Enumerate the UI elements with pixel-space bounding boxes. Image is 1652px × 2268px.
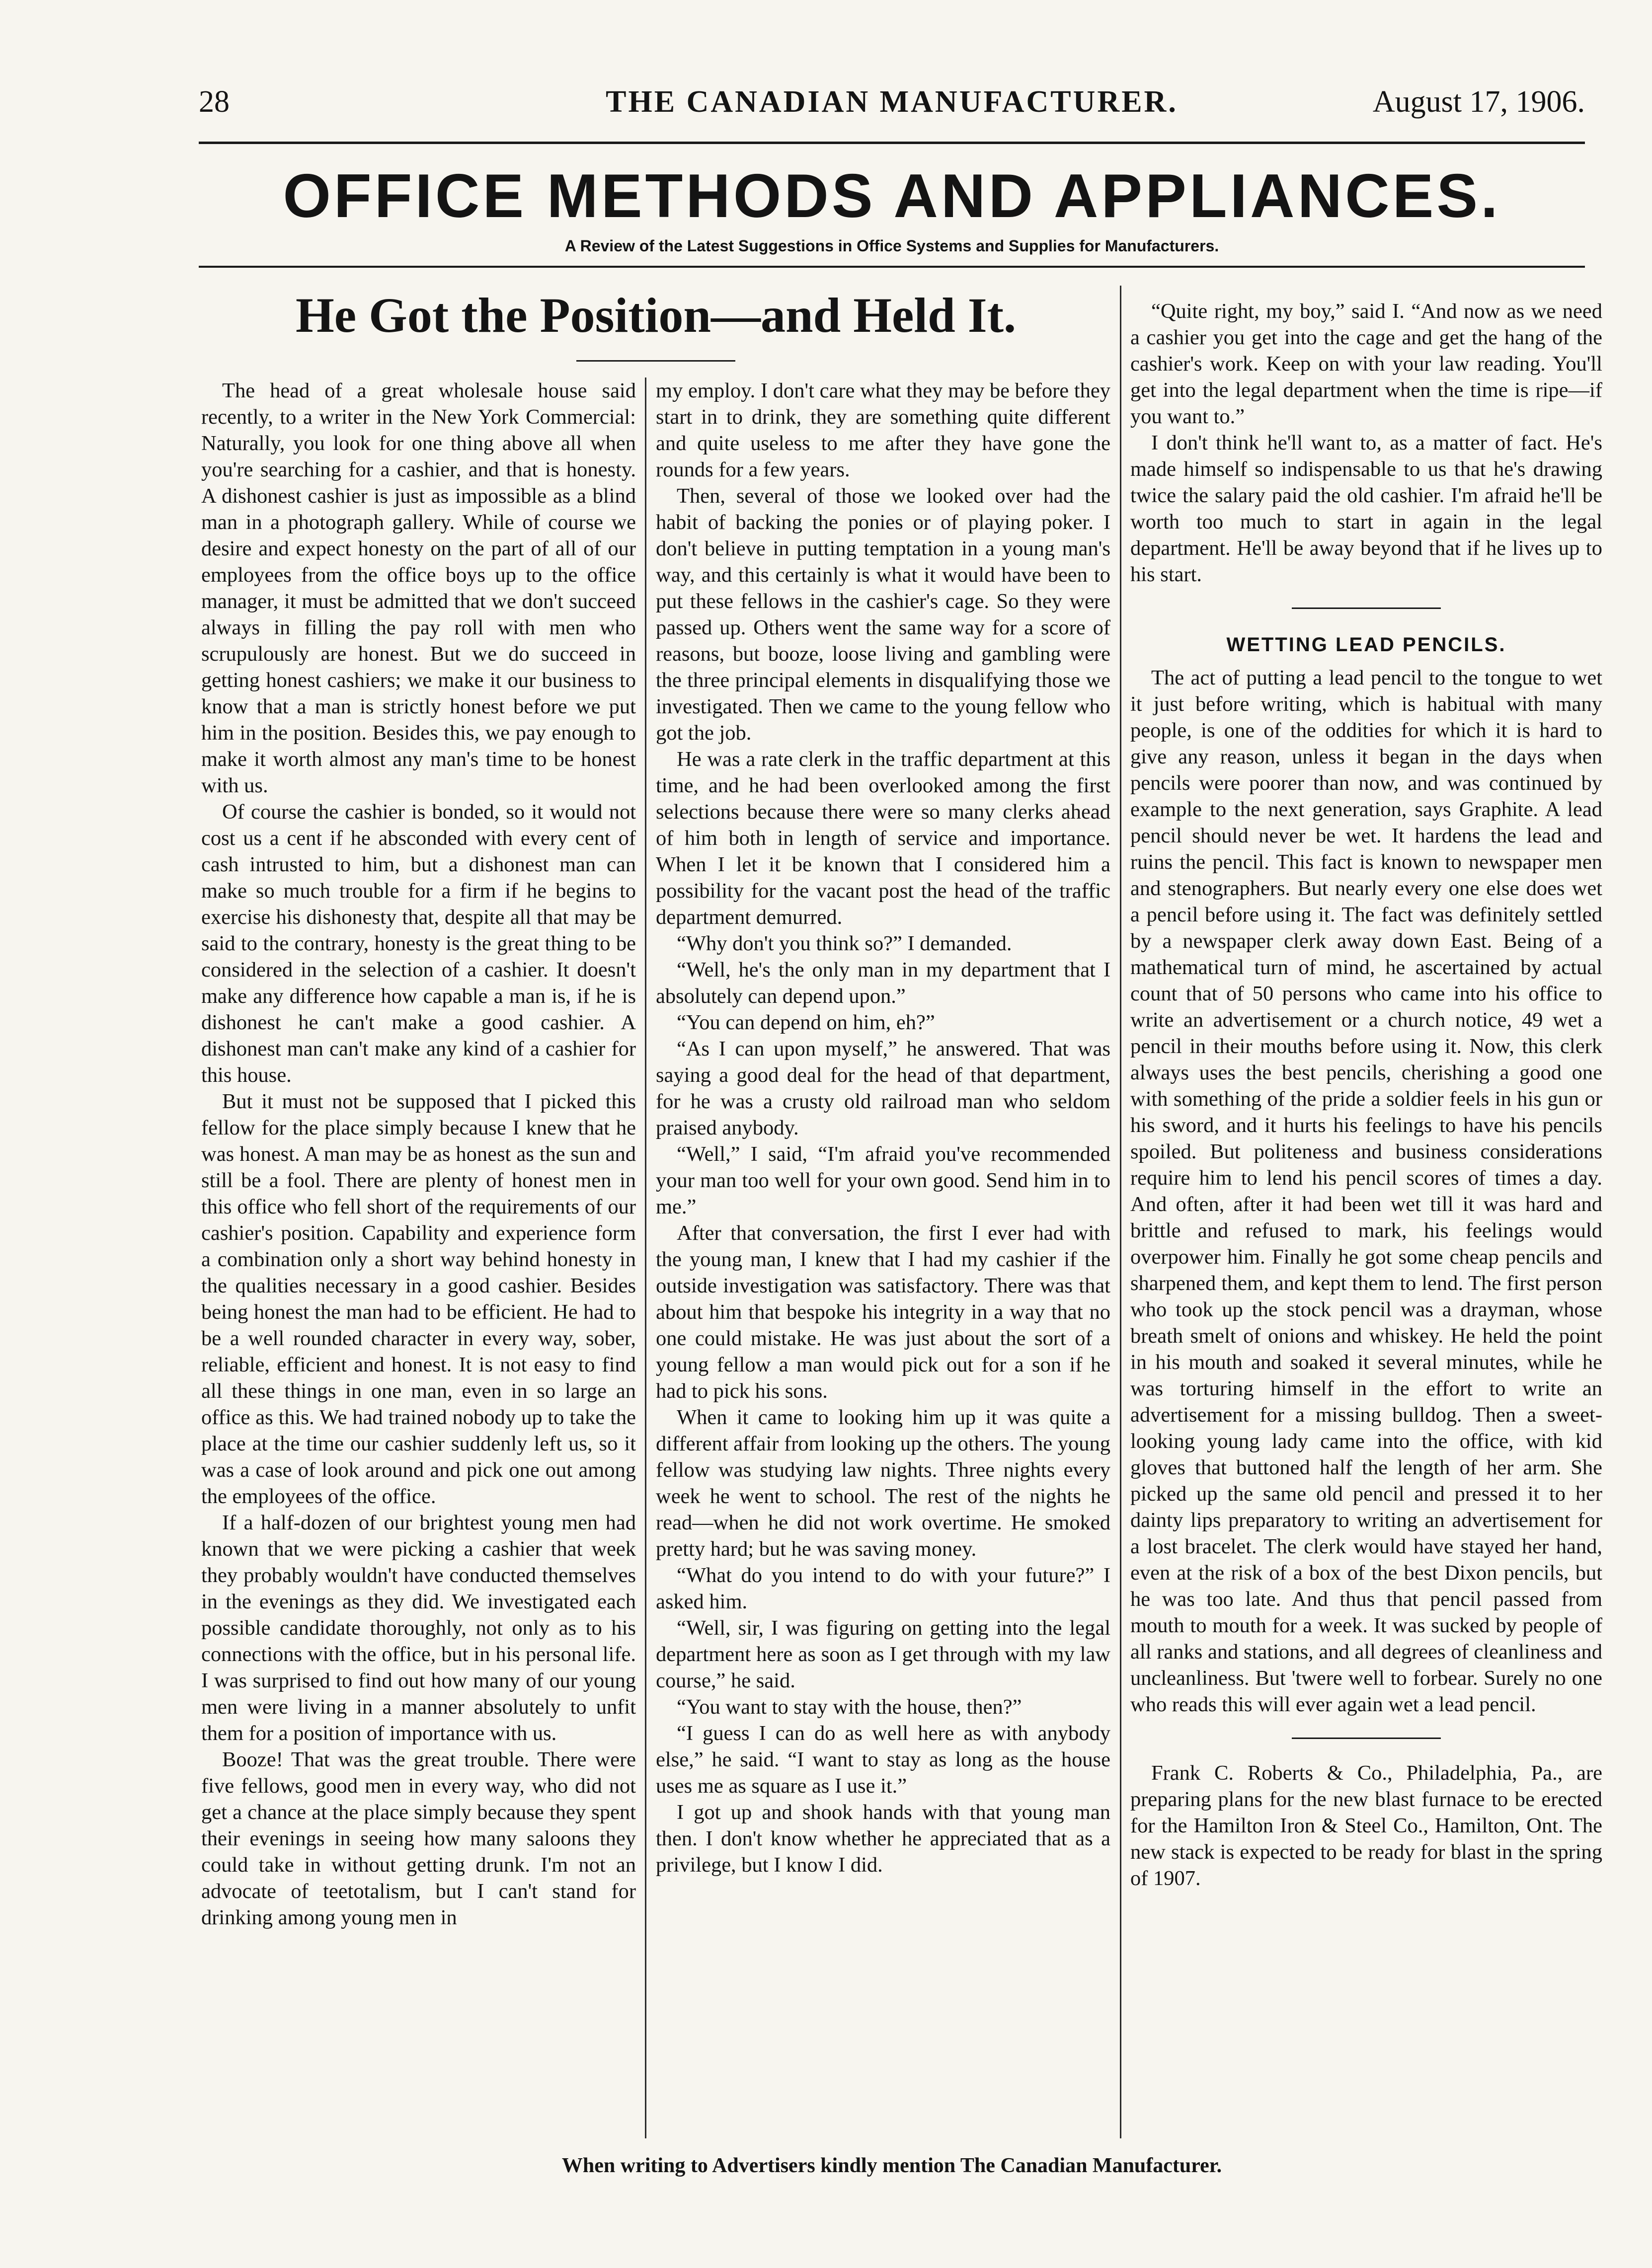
article-paragraph: Of course the cashier is bonded, so it would not cost us a cent if he absconded with every cent of cash intrusted to him, but a dishonest man can make so much trouble for a firm if he begins to exercise his dishonesty that, despite all that may be said to the contrary, honesty is the great thing to be considered in the selection of a cashier. It doesn't make any difference how capable a man is, if he is dishonest he can't make a good cashier. A dishonest man can't make any kind of a cashier for this house. [201, 800, 636, 1087]
publication-name: THE CANADIAN MANUFACTURER. [606, 85, 1178, 119]
page-number: 28 [199, 85, 230, 119]
column-divider [645, 378, 646, 2138]
article2-paragraph: The act of putting a lead pencil to the tongue to wet it just before writing, which is habitual with many people, is one of the oddities for which it is hard to give any reason, unless it began in the days when pencils were poorer than now, and was continued by example to the next generation, says Graphite. A lead pencil should never be wet. It hardens the lead and ruins the pencil. This fact is known to newspaper men and stenographers. But nearly every one else does wet a pencil before using it. The fact was definitely settled by a newspaper clerk away down East. Being of a mathematical turn of mind, he ascertained by actual count that of 50 persons who came into his office to write an advertisement or a church notice, 49 wet a pencil in their mouths before using it. Now, this clerk always uses the best pencils, cherishing a good one with something of the pride a soldier feels in his gun or his sword, and it hurts his feelings to have his pencils spoiled. But politeness and business considerations require him to lend his pencil scores of times a day. And often, after it had been wet till it was hard and brittle and refused to mark, his feelings would overpower him. Finally he got some cheap pencils and sharpened them, and kept them to lend. The first person who took up the stock pencil was a drayman, whose breath smelt of onions and whiskey. He held the point in his mouth and soaked it several minutes, while he was torturing himself in the effort to write an advertisement for a missing bulldog. Then a sweet-looking young lady came into the office, with kid gloves that buttoned half the length of her arm. She picked up the same old pencil and pressed it to her dainty lips preparatory to writing an advertisement for a lost bracelet. The clerk would have stayed her hand, even at the risk of a box of the best Dixon pencils, but he was too late. And thus that pencil passed from mouth to mouth for a week. It was sucked by people of all ranks and stations, and all degrees of cleanliness and uncleanliness. But 'twere well to forbear. Surely no one who reads this will ever again wet a lead pencil. [1130, 666, 1602, 1716]
section-rule [199, 266, 1585, 268]
article-column-3 [1130, 298, 1602, 1891]
header-rule [199, 142, 1585, 144]
article-paragraph: “Why don't you think so?” I demanded. [677, 932, 1012, 955]
article-column-2 [656, 378, 1110, 1878]
article-title: He Got the Position—and Held It. [295, 288, 1017, 343]
separator-rule [1292, 1738, 1441, 1739]
section-title: OFFICE METHODS AND APPLIANCES. [283, 162, 1501, 230]
article-paragraph: He was a rate clerk in the traffic department at this time, and he had been overlooked among the first selections because there were so many clerks ahead of him both in length of service and importance. When I let it be known that I considered him a possibility for the vacant post the head of the traffic department demurred. [656, 748, 1110, 929]
article-paragraph: “I guess I can do as well here as with anybody else,” he said. “I want to stay as long as the house uses me as square as I use it.” [656, 1722, 1110, 1798]
article-paragraph: “Quite right, my boy,” said I. “And now as we need a cashier you get into the cage and get the hang of the cashier's work. Keep on with your law reading. You'll get into the legal department when the time is ripe—if you want to.” [1130, 300, 1602, 428]
news-item-paragraph: Frank C. Roberts & Co., Philadelphia, Pa., are preparing plans for the new blast furnace to be erected for the Hamilton Iron & Steel Co., Hamilton, Ont. The new stack is expected to be ready for blast in the spring of 1907. [1130, 1761, 1602, 1890]
section-subtitle: A Review of the Latest Suggestions in Office Systems and Supplies for Manufacturers. [564, 237, 1219, 255]
article-paragraph: If a half-dozen of our brightest young men had known that we were picking a cashier that week they probably wouldn't have conducted themselves in the evenings as they did. We investigated each possible candidate thoroughly, not only as to his connections with the office, but in his personal life. I was surprised to find out how many of our young men were living in a manner absolutely to unfit them for a position of importance with us. [201, 1511, 636, 1745]
article2-title: WETTING LEAD PENCILS. [1226, 634, 1506, 656]
article-paragraph: The head of a great wholesale house said recently, to a writer in the New York Commercial: Naturally, you look for one thing above all when you're searching for a cashier, and that is honesty. A dishonest cashier is just as impossible as a blind man in a photograph gallery. While of course we desire and expect honesty on the part of all of our employees from the office boys up to the office manager, it must be admitted that we don't succeed always in filling the pay roll with men who scrupulously are honest. But we do succeed in getting honest cashiers; we make it our business to know that a man is strictly honest before we put him in the position. Besides this, we pay enough to make it worth almost any man's time to be honest with us. [201, 379, 636, 797]
separator-rule [1292, 607, 1441, 609]
article-paragraph: “You want to stay with the house, then?” [677, 1695, 1022, 1719]
article-paragraph: my employ. I don't care what they may be before they start in to drink, they are something quite different and quite useless to me after they have gone the rounds for a few years. [656, 379, 1110, 481]
article-paragraph: I don't think he'll want to, as a matter of fact. He's made himself so indispensable to us that he's drawing twice the salary paid the old cashier. I'm afraid he'll be worth too much to start in again in the legal department. He'll be away beyond that if he lives up to his start. [1130, 431, 1602, 586]
article-paragraph: “As I can upon myself,” he answered. That was saying a good deal for the head of that department, for he was a crusty old railroad man who seldom praised anybody. [656, 1037, 1110, 1139]
article-paragraph: After that conversation, the first I ever had with the young man, I knew that I had my cashier if the outside investigation was satisfactory. There was that about him that bespoke his integrity in a way that no one could mistake. He was just about the sort of a young fellow a man would pick out for a son if he had to pick his sons. [656, 1221, 1110, 1403]
article-paragraph: I got up and shook hands with that young man then. I don't know whether he appreciated that as a privilege, but I know I did. [656, 1801, 1110, 1877]
column-divider [1120, 286, 1121, 2138]
running-header [199, 75, 1585, 129]
article-paragraph: “Well,” I said, “I'm afraid you've recommended your man too well for your own good. Send him in to me.” [656, 1142, 1110, 1218]
title-rule [576, 360, 735, 362]
footer-advertiser-note: When writing to Advertisers kindly mention The Canadian Manufacturer. [561, 2154, 1222, 2177]
issue-date: August 17, 1906. [1372, 85, 1585, 119]
article-paragraph: When it came to looking him up it was quite a different affair from looking up the others. The young fellow was studying law nights. Three nights every week he went to school. The rest of the nights he read—when he did not work overtime. He smoked pretty hard; but he was saving money. [656, 1406, 1110, 1561]
article-paragraph: “Well, he's the only man in my department that I absolutely can depend upon.” [656, 958, 1110, 1008]
article-paragraph: “You can depend on him, eh?” [677, 1011, 935, 1034]
article-paragraph: Then, several of those we looked over had the habit of backing the ponies or of playing poker. I don't believe in putting temptation in a young man's way, and this certainly is what it would have been to put these fellows in the cashier's cage. So they were passed up. Others went the same way for a score of reasons, but booze, loose living and gambling were the three principal elements in disqualifying those we investigated. Then we came to the young fellow who got the job. [656, 484, 1110, 745]
article-paragraph: “Well, sir, I was figuring on getting into the legal department here as soon as I get through with my law course,” he said. [656, 1616, 1110, 1692]
article-column-1 [201, 378, 636, 1931]
article-paragraph: “What do you intend to do with your future?” I asked him. [656, 1564, 1110, 1613]
article-paragraph: Booze! That was the great trouble. There were five fellows, good men in every way, who did not get a chance at the place simply because they spent their evenings in seeing how many saloons they could take in without getting drunk. I'm not an advocate of teetotalism, but I can't stand for drinking among young men in [201, 1748, 636, 1929]
article-paragraph: But it must not be supposed that I picked this fellow for the place simply because I knew that he was honest. A man may be as honest as the sun and still be a fool. There are plenty of honest men in this office who fell short of the requirements of our cashier's position. Capability and experience form a combination only a short way behind honesty in the qualities necessary in a good cashier. Besides being honest the man had to be efficient. He had to be a well rounded character in every way, sober, reliable, efficient and honest. It is not easy to find all these things in one man, even in so large an office as this. We had trained nobody up to take the place at the time our cashier suddenly left us, so it was a case of look around and pick one out among the employees of the office. [201, 1090, 636, 1508]
